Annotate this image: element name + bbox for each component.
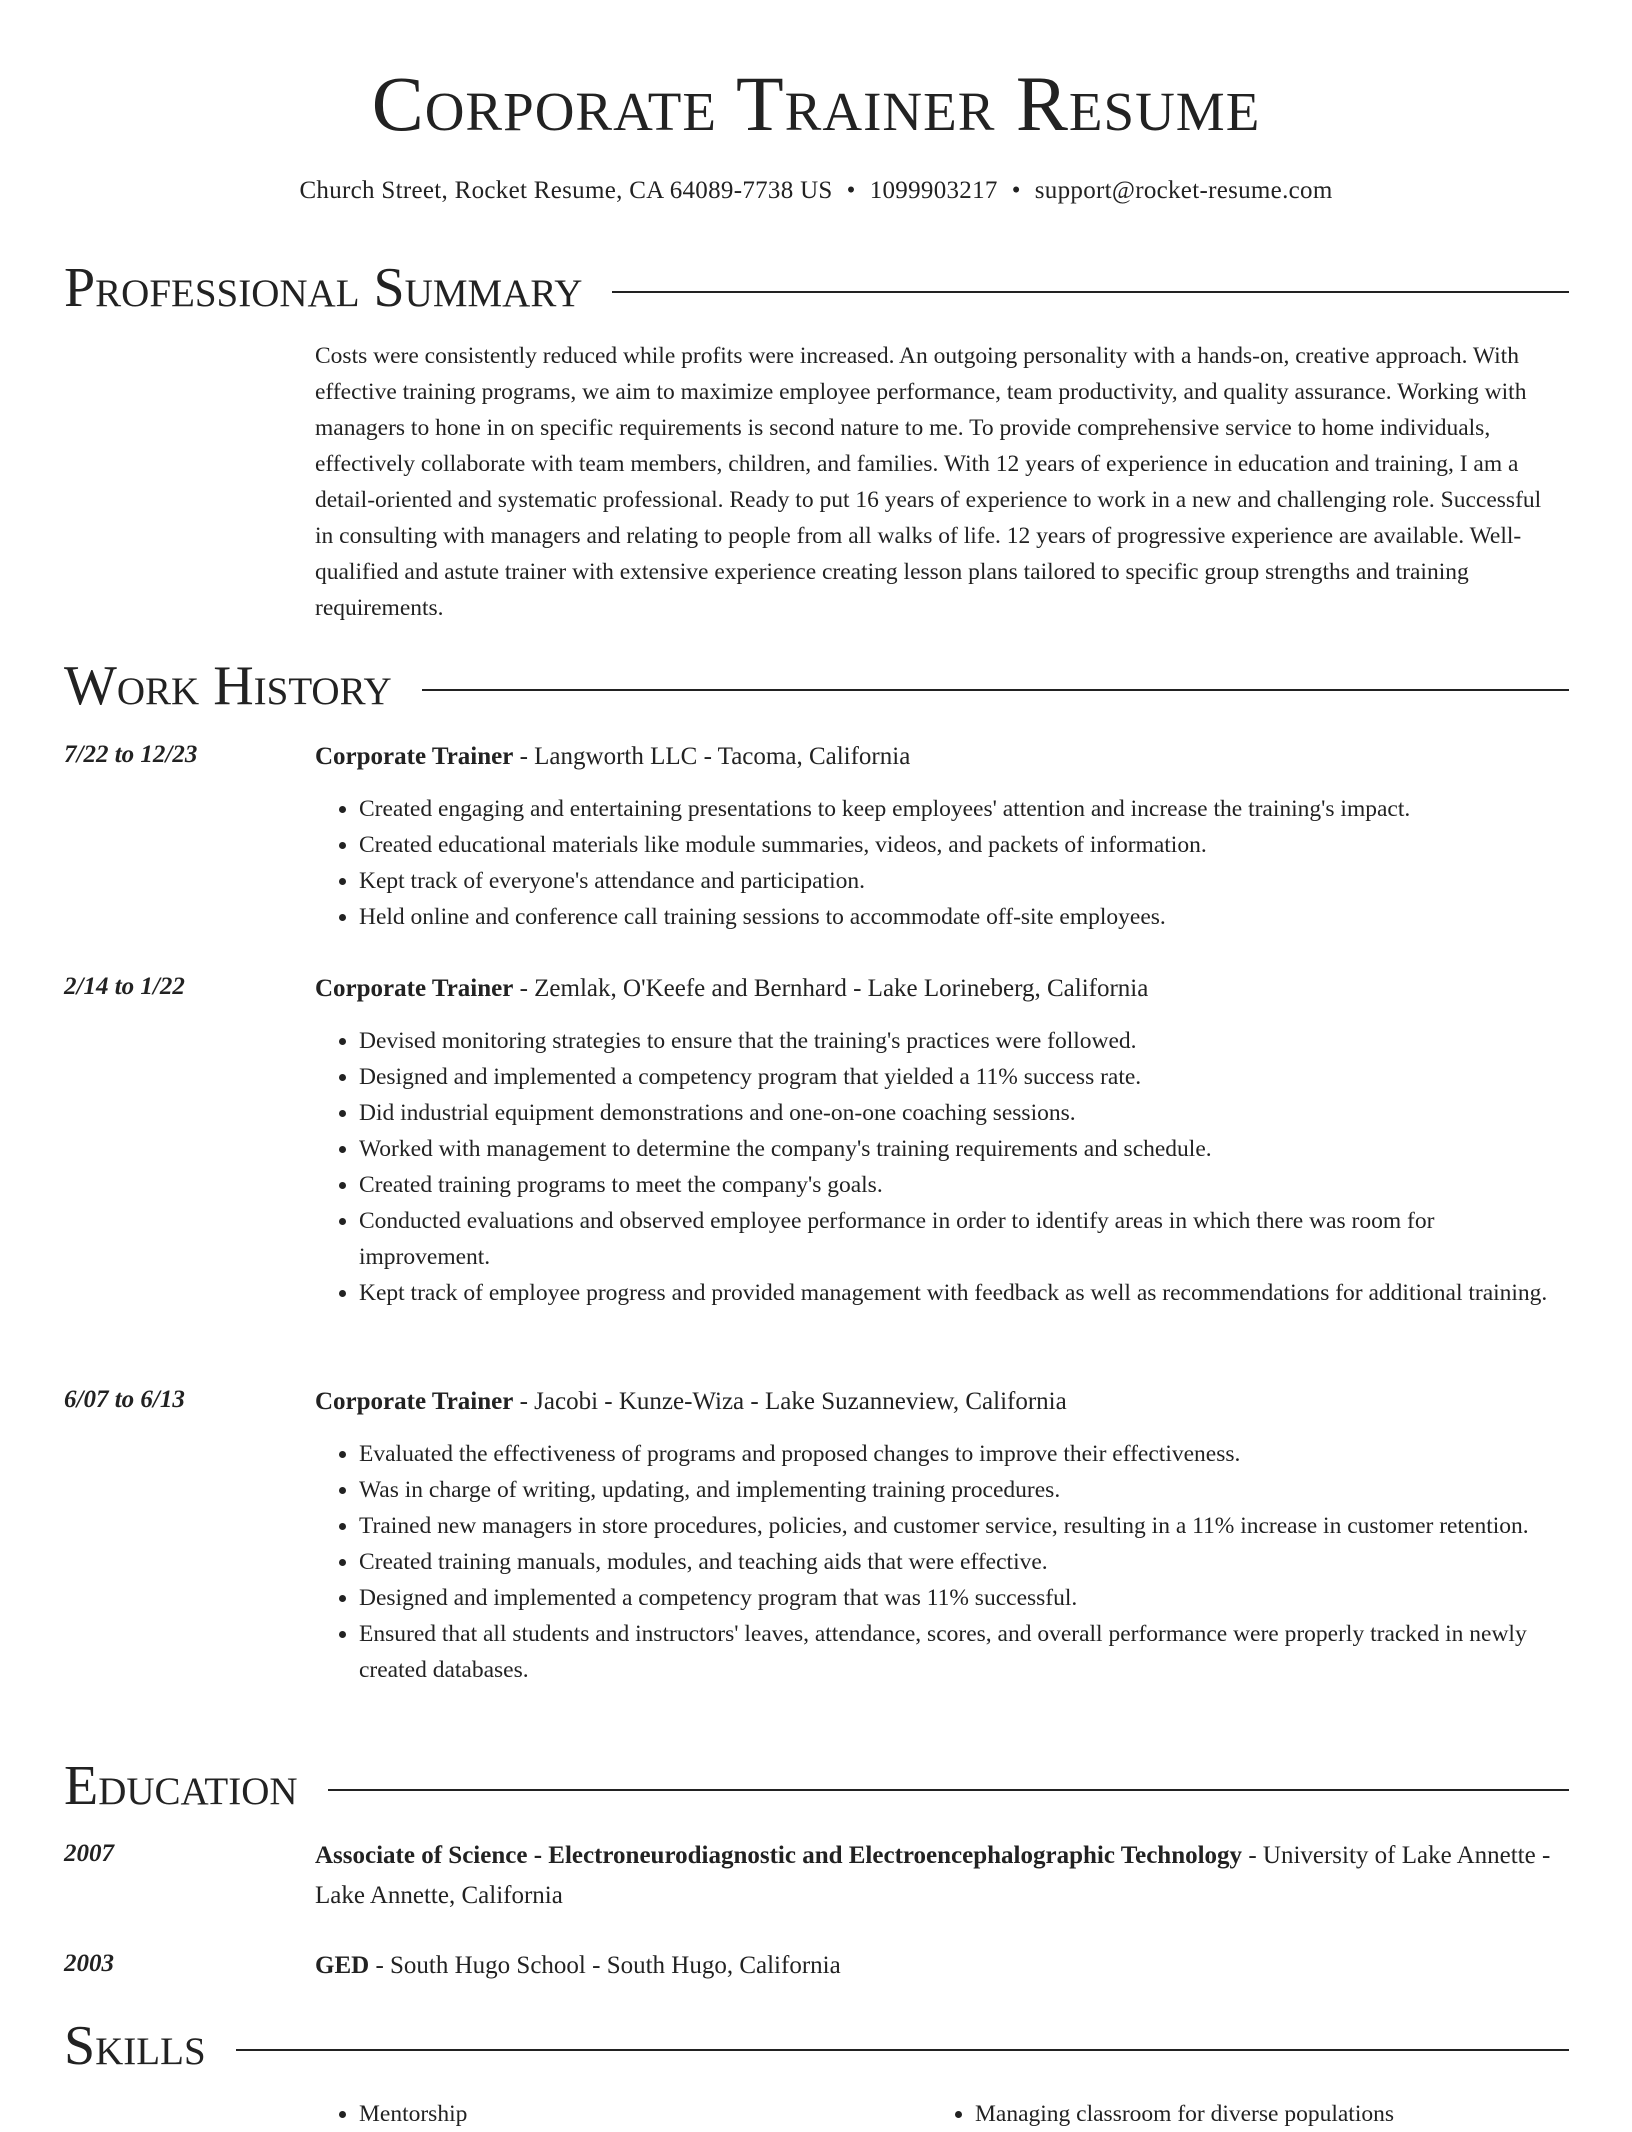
contact-line	[0, 174, 1632, 208]
work-bullet: • Created training manuals, modules, and teaching aids that were effective.	[359, 1544, 1564, 1580]
education-degree: GED	[315, 1952, 370, 1979]
work-dates: 2/14 to 1/22	[64, 973, 185, 1000]
contact-email: support@rocket-resume.com	[1034, 177, 1333, 204]
work-bullet: • Conducted evaluations and observed employee performance in order to identify areas in which there was room for improvement.	[359, 1203, 1564, 1275]
section-title-summary: Professional Summary	[64, 257, 583, 319]
work-heading	[315, 969, 1569, 1009]
work-bullet: • Created engaging and entertaining presentations to keep employees' attention and increase the training's impact.	[359, 791, 1564, 827]
contact-phone: 1099903217	[869, 177, 998, 204]
education-heading	[315, 1836, 1569, 1916]
work-bullet: • Kept track of everyone's attendance and participation.	[359, 863, 1564, 899]
work-bullet: • Evaluated the effectiveness of programs and proposed changes to improve their effectiveness.	[359, 1436, 1564, 1472]
summary-text: Costs were consistently reduced while profits were increased. An outgoing personality with a hands-on, creative approach. With effective training programs, we aim to maximize employee performance, team productivity, and quality assurance. Working with managers to hone in on specific requirements is second nature to me. To provide comprehensive service to home individuals, effectively collaborate with team members, children, and families. With 12 years of experience in education and training, I am a detail-oriented and systematic professional. Ready to put 16 years of experience to work in a new and challenging role. Successful in consulting with managers and relating to people from all walks of life. 12 years of progressive experience are available. Well-qualified and astute trainer with extensive experience creating lesson plans tailored to specific group strengths and training requirements.	[315, 343, 1542, 621]
work-bullets	[315, 791, 1564, 935]
work-bullet: • Created educational materials like module summaries, videos, and packets of information.	[359, 827, 1564, 863]
education-year: 2003	[64, 1950, 114, 1977]
work-employer: - Zemlak, O'Keefe and Bernhard - Lake Lorineberg, California	[513, 975, 1149, 1002]
contact-separator: •	[846, 177, 856, 204]
work-role: Corporate Trainer	[315, 975, 514, 1002]
work-employer: - Jacobi - Kunze-Wiza - Lake Suzanneview, California	[513, 1388, 1067, 1415]
work-role: Corporate Trainer	[315, 743, 514, 770]
work-bullet: • Trained new managers in store procedures, policies, and customer service, resulting in a 11% increase in customer retention.	[359, 1508, 1564, 1544]
contact-separator: •	[1011, 177, 1021, 204]
work-heading	[315, 1382, 1569, 1422]
education-entry	[64, 1946, 1569, 1986]
work-dates: 6/07 to 6/13	[64, 1386, 185, 1413]
work-bullets	[315, 1023, 1564, 1311]
work-bullet: • Held online and conference call training sessions to accommodate off-site employees.	[359, 899, 1564, 935]
work-employer: - Langworth LLC - Tacoma, California	[513, 743, 911, 770]
work-bullets	[315, 1436, 1564, 1688]
section-divider	[422, 689, 1569, 691]
work-heading	[315, 737, 1569, 777]
section-title-education: Education	[64, 1755, 298, 1817]
work-dates: 7/22 to 12/23	[64, 741, 198, 768]
resume-title: Corporate Trainer Resume	[371, 60, 1261, 147]
work-bullet: • Designed and implemented a competency program that was 11% successful.	[359, 1580, 1564, 1616]
work-section-header	[64, 654, 1569, 718]
work-entry	[64, 737, 1569, 935]
section-title-skills: Skills	[64, 2015, 206, 2077]
section-divider	[328, 1789, 1569, 1791]
education-year: 2007	[64, 1840, 114, 1867]
education-school: - South Hugo School - South Hugo, California	[369, 1952, 841, 1979]
skills-column-right	[931, 2096, 1569, 2132]
skills-column-left	[315, 2096, 915, 2132]
work-role: Corporate Trainer	[315, 1388, 514, 1415]
work-entry	[64, 1382, 1569, 1688]
section-title-work: Work History	[64, 655, 392, 717]
work-bullet: • Kept track of employee progress and provided management with feedback as well as recommendations for additional training.	[359, 1275, 1564, 1311]
work-bullet: • Did industrial equipment demonstrations and one-on-one coaching sessions.	[359, 1095, 1564, 1131]
education-school: - University of Lake Annette - Lake Annette, California	[315, 1842, 1551, 1909]
work-bullet: • Created training programs to meet the company's goals.	[359, 1167, 1564, 1203]
work-bullet: • Worked with management to determine the company's training requirements and schedule.	[359, 1131, 1564, 1167]
skill-item: • Managing classroom for diverse populations	[975, 2096, 1569, 2132]
work-entry	[64, 969, 1569, 1311]
work-bullet: • Designed and implemented a competency program that yielded a 11% success rate.	[359, 1059, 1564, 1095]
education-entry	[64, 1836, 1569, 1916]
education-degree: Associate of Science - Electroneurodiagnostic and Electroencephalographic Technology	[315, 1842, 1243, 1869]
section-divider	[612, 291, 1569, 293]
contact-address: Church Street, Rocket Resume, CA 64089-7738 US	[299, 177, 833, 204]
work-bullet: • Devised monitoring strategies to ensure that the training's practices were followed.	[359, 1023, 1564, 1059]
education-section-header	[64, 1754, 1569, 1818]
work-bullet: • Ensured that all students and instructors' leaves, attendance, scores, and overall performance were properly tracked in newly created databases.	[359, 1616, 1564, 1688]
education-heading	[315, 1946, 1569, 1986]
section-divider	[236, 2049, 1569, 2051]
summary-section-header	[64, 256, 1569, 320]
skill-item: • Mentorship	[359, 2096, 915, 2132]
work-bullet: • Was in charge of writing, updating, and implementing training procedures.	[359, 1472, 1564, 1508]
skills-section-header	[64, 2014, 1569, 2078]
